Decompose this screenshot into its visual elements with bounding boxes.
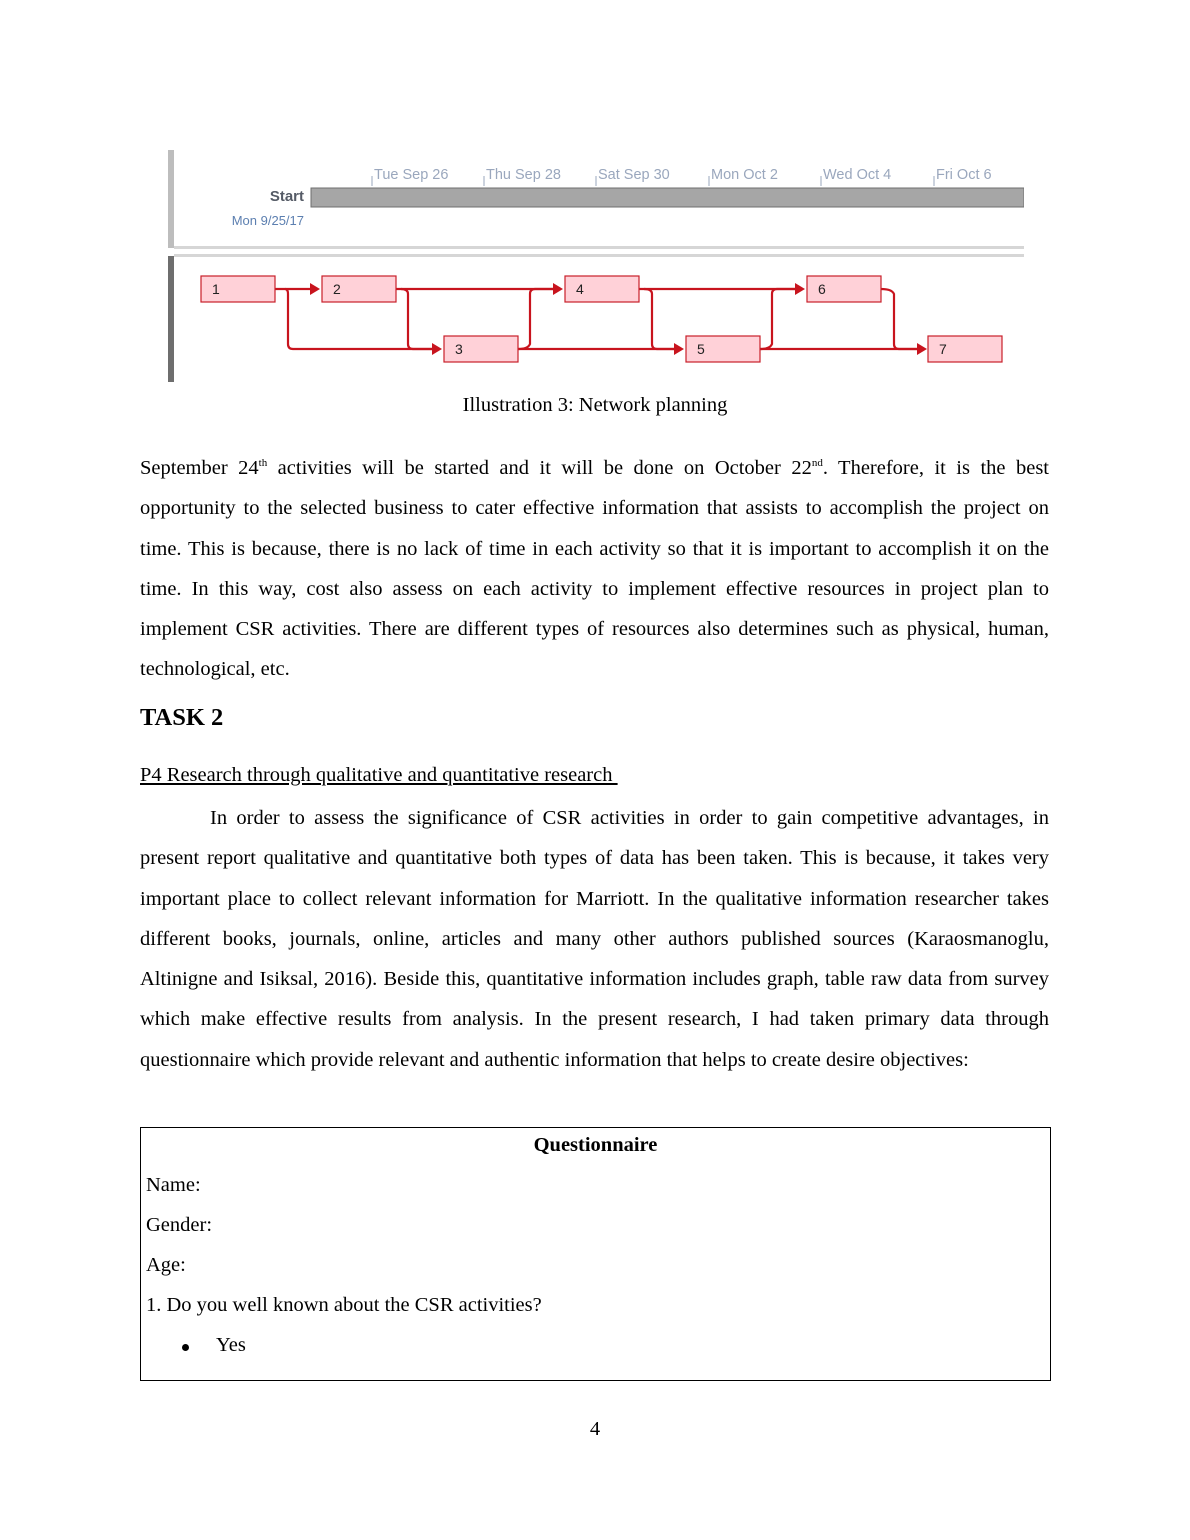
activity-node-4	[565, 276, 639, 302]
arrow	[553, 283, 563, 295]
network-planning-figure	[168, 150, 1024, 382]
summary-bar	[311, 188, 1024, 207]
activity-node-5	[686, 336, 760, 362]
para1-text-3: . Therefore, it is the best opportunity to the selected business to cater effective information that assists to accomplish the project on time. This is because, there is no lack of time in each activity so that it is important to accomplish it on the time. In this way, cost also assess on each activity to implement effective resources in project plan to implement CSR activities. There are different types of resources also determines such as physical, human, technological, etc.	[140, 457, 1049, 681]
age-label: Age:	[146, 1254, 186, 1276]
ordinal-suffix: nd	[811, 457, 823, 469]
questionnaire-title: Questionnaire	[533, 1134, 658, 1156]
timeline-date: Tue Sep 26	[374, 167, 449, 183]
ordinal-suffix: th	[258, 457, 268, 469]
node-label: 3	[455, 341, 463, 357]
link-6-7	[881, 289, 917, 349]
activity-node-3	[444, 336, 518, 362]
activity-node-2	[322, 276, 396, 302]
arrow	[917, 343, 927, 355]
link-4-5	[644, 289, 674, 349]
activity-node-6	[807, 276, 881, 302]
timeline-divider-2	[174, 254, 1024, 257]
gender-label: Gender:	[146, 1214, 213, 1236]
timeline-date: Thu Sep 28	[486, 167, 561, 183]
node-label: 2	[333, 281, 341, 297]
arrow	[674, 343, 684, 355]
link-2-3	[401, 289, 432, 349]
para1-text-1: September 24	[140, 457, 259, 479]
arrow	[310, 283, 320, 295]
link-5-6	[760, 289, 795, 349]
arrow	[432, 343, 442, 355]
figure-caption: Illustration 3: Network planning	[462, 394, 728, 416]
network-left-rule	[168, 256, 174, 382]
timeline-left-rule	[168, 150, 174, 248]
node-label: 1	[212, 281, 220, 297]
task-heading: TASK 2	[140, 704, 224, 731]
section-subheading: P4 Research through qualitative and quantitative research	[140, 764, 618, 786]
node-label: 5	[697, 341, 705, 357]
arrow	[795, 283, 805, 295]
link-3-4	[518, 289, 553, 349]
node-label: 6	[818, 281, 826, 297]
para1-text-2: activities will be started and it will be done on October 22	[267, 457, 812, 479]
page-number: 4	[589, 1418, 601, 1440]
node-label: 7	[939, 341, 947, 357]
option-yes: Yes	[216, 1334, 246, 1356]
timeline-date: Fri Oct 6	[936, 167, 992, 183]
timeline-date: Mon Oct 2	[711, 167, 778, 183]
start-label: Start	[269, 188, 304, 205]
activity-node-1	[201, 276, 275, 302]
bullet-icon	[182, 1344, 189, 1351]
network-diagram	[168, 150, 1024, 382]
name-label: Name:	[146, 1174, 201, 1196]
activity-node-7	[928, 336, 1002, 362]
start-date: Mon 9/25/17	[231, 213, 304, 228]
timeline-divider	[174, 246, 1024, 249]
question-1: 1. Do you well known about the CSR activities?	[146, 1294, 542, 1316]
timeline-scale	[372, 167, 992, 186]
questionnaire-box	[140, 1127, 1051, 1381]
body-paragraph-1	[140, 448, 1049, 690]
timeline-date: Wed Oct 4	[823, 167, 892, 183]
node-label: 4	[576, 281, 584, 297]
body-paragraph-2: In order to assess the significance of CSR activities in order to gain competitive advantages, in present report qualitative and quantitative both types of data has been taken. This is because, it takes very important place to collect relevant information for Marriott. In the qualitative information researcher takes different books, journals, online, articles and many other authors published sources (Karaosmanoglu, Altinigne and Isiksal, 2016). Beside this, quantitative information includes graph, table raw data from survey which make effective results from analysis. In the present research, I had taken primary data through questionnaire which provide relevant and authentic information that helps to create desire objectives:	[140, 807, 1049, 1071]
timeline-date: Sat Sep 30	[598, 167, 670, 183]
